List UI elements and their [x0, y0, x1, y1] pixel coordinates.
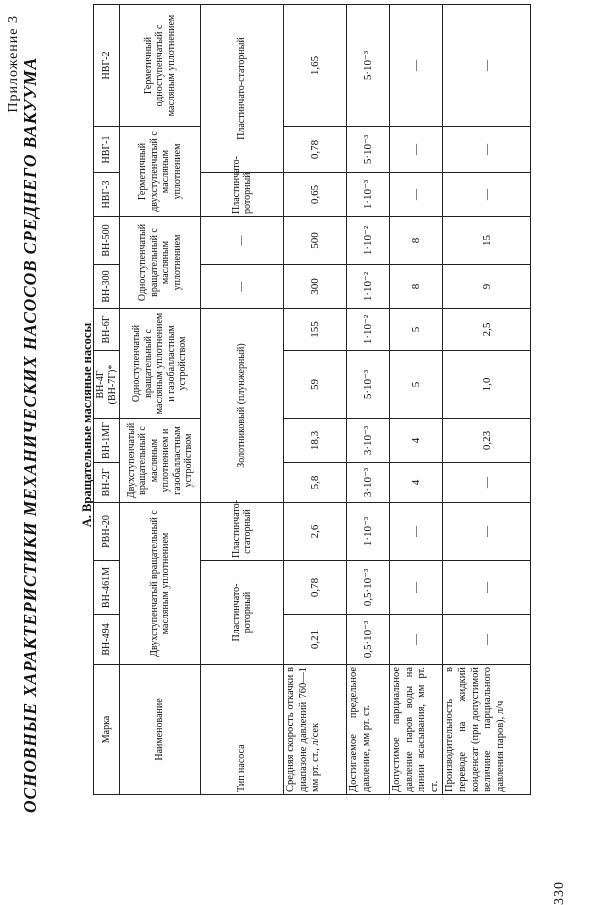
condensate-cell: —	[443, 561, 531, 615]
type-nvg1-2: Пластинчато-статорный	[201, 5, 284, 173]
speed-cell: 59	[284, 351, 347, 419]
type-vn300: —	[201, 265, 284, 309]
brand-row	[94, 5, 120, 795]
brand-vn2g: ВН-2Г	[94, 463, 120, 503]
condensate-cell: —	[443, 615, 531, 665]
partial-pressure-cell: —	[390, 5, 443, 127]
pressure-label: Достигаемое предельное давление, мм рт. ст.	[347, 665, 390, 795]
brand-vn1mg: ВН-1МГ	[94, 419, 120, 463]
speed-cell: 5,8	[284, 463, 347, 503]
condensate-cell: 9	[443, 265, 531, 309]
pressure-cell: 1·10⁻²	[347, 309, 390, 351]
brand-nvg1: НВГ-1	[94, 127, 120, 173]
pressure-cell: 0,5·10⁻³	[347, 615, 390, 665]
condensate-cell: —	[443, 173, 531, 217]
name-group-3: Одноступенчатый вращательный с масляным уплотнением и газобалластным устройством	[120, 309, 201, 419]
partial-pressure-cell: 5	[390, 351, 443, 419]
speed-cell: 18,3	[284, 419, 347, 463]
brand-vn6g: ВН-6Г	[94, 309, 120, 351]
brand-vn500: ВН-500	[94, 217, 120, 265]
partial-pressure-label: Допустимое парциальное давление паров воды на линии всасывания, мм рт. ст.	[390, 665, 443, 795]
partial-pressure-cell: 8	[390, 217, 443, 265]
condensate-label: Производительность в переводе на жидкий конденсат (при допустимой величине парциального давления паров), л/ч	[443, 665, 531, 795]
partial-pressure-row	[390, 5, 443, 795]
partial-pressure-cell: —	[390, 561, 443, 615]
type-plate-stator: Пластинчато-статорный	[201, 503, 284, 561]
type-spool: Золотниковый (плунжерный)	[201, 309, 284, 503]
condensate-cell: —	[443, 503, 531, 561]
partial-pressure-cell: 4	[390, 419, 443, 463]
pressure-cell: 3·10⁻³	[347, 463, 390, 503]
pressure-cell: 5·10⁻³	[347, 127, 390, 173]
name-label: Наименование	[120, 665, 201, 795]
page-number: 330	[552, 881, 567, 905]
condensate-cell: 0,23	[443, 419, 531, 463]
type-nvg3: Пластинчато-роторный	[201, 173, 284, 217]
brand-nvg2: НВГ-2	[94, 5, 120, 127]
pressure-cell: 1·10⁻³	[347, 173, 390, 217]
partial-pressure-cell: —	[390, 503, 443, 561]
condensate-cell: 15	[443, 217, 531, 265]
brand-label: Марка	[94, 665, 120, 795]
partial-pressure-cell: —	[390, 127, 443, 173]
appendix-label: Приложение 3	[6, 15, 21, 113]
name-group-5: Герметичный двухступенчатый с масляным уплотнением	[120, 127, 201, 217]
brand-vn4g: ВН-4Г (ВН-7Г)*	[94, 351, 120, 419]
condensate-cell: 1,0	[443, 351, 531, 419]
speed-cell: 2,6	[284, 503, 347, 561]
pressure-cell: 5·10⁻³	[347, 351, 390, 419]
pressure-cell: 3·10⁻³	[347, 419, 390, 463]
section-title: А. Вращательные масляные насосы	[80, 322, 94, 528]
pressure-cell: 1·10⁻²	[347, 265, 390, 309]
speed-cell: 300	[284, 265, 347, 309]
brand-vn461m: ВН-461М	[94, 561, 120, 615]
condensate-cell: —	[443, 127, 531, 173]
main-title: ОСНОВНЫЕ ХАРАКТЕРИСТИКИ МЕХАНИЧЕСКИХ НАСОСОВ СРЕДНЕГО ВАКУУМА	[20, 57, 40, 813]
pressure-row	[347, 5, 390, 795]
speed-cell: 0,78	[284, 127, 347, 173]
partial-pressure-cell: —	[390, 615, 443, 665]
partial-pressure-cell: 5	[390, 309, 443, 351]
brand-rvn20: РВН-20	[94, 503, 120, 561]
type-row	[201, 5, 284, 795]
brand-vn494: ВН-494	[94, 615, 120, 665]
condensate-cell: —	[443, 463, 531, 503]
name-group-4: Одноступенчатый вращательный с масляным уплотнением	[120, 217, 201, 309]
partial-pressure-cell: 8	[390, 265, 443, 309]
speed-row	[284, 5, 347, 795]
brand-nvg3: НВГ-3	[94, 173, 120, 217]
speed-cell: 0,78	[284, 561, 347, 615]
speed-cell: 155	[284, 309, 347, 351]
type-vn500: —	[201, 217, 284, 265]
brand-vn300: ВН-300	[94, 265, 120, 309]
type-plate-rotor: Пластинчато-роторный	[201, 561, 284, 665]
pressure-cell: 1·10⁻²	[347, 217, 390, 265]
pump-characteristics-table	[93, 4, 531, 795]
speed-cell: 0,65	[284, 173, 347, 217]
name-group-1: Двухступенчатый вращательный с масляным уплотнением	[120, 503, 201, 665]
name-row	[120, 5, 201, 795]
pressure-cell: 5·10⁻³	[347, 5, 390, 127]
pressure-cell: 1·10⁻³	[347, 503, 390, 561]
pressure-cell: 0,5·10⁻³	[347, 561, 390, 615]
name-group-6: Герметичный одноступенчатый с масляным уплотнением	[120, 5, 201, 127]
speed-cell: 500	[284, 217, 347, 265]
condensate-row	[443, 5, 531, 795]
type-label: Тип насоса	[201, 665, 284, 795]
speed-cell: 0,21	[284, 615, 347, 665]
name-group-2: Двухступенчатый вращательный с масляным уплотнением и газобалластным устройством	[120, 419, 201, 503]
speed-label: Средняя скорость откачки в диапазоне давлений 760—1 мм рт. ст., л/сек	[284, 665, 347, 795]
condensate-cell: —	[443, 5, 531, 127]
partial-pressure-cell: 4	[390, 463, 443, 503]
speed-cell: 1,65	[284, 5, 347, 127]
condensate-cell: 2,5	[443, 309, 531, 351]
partial-pressure-cell: —	[390, 173, 443, 217]
